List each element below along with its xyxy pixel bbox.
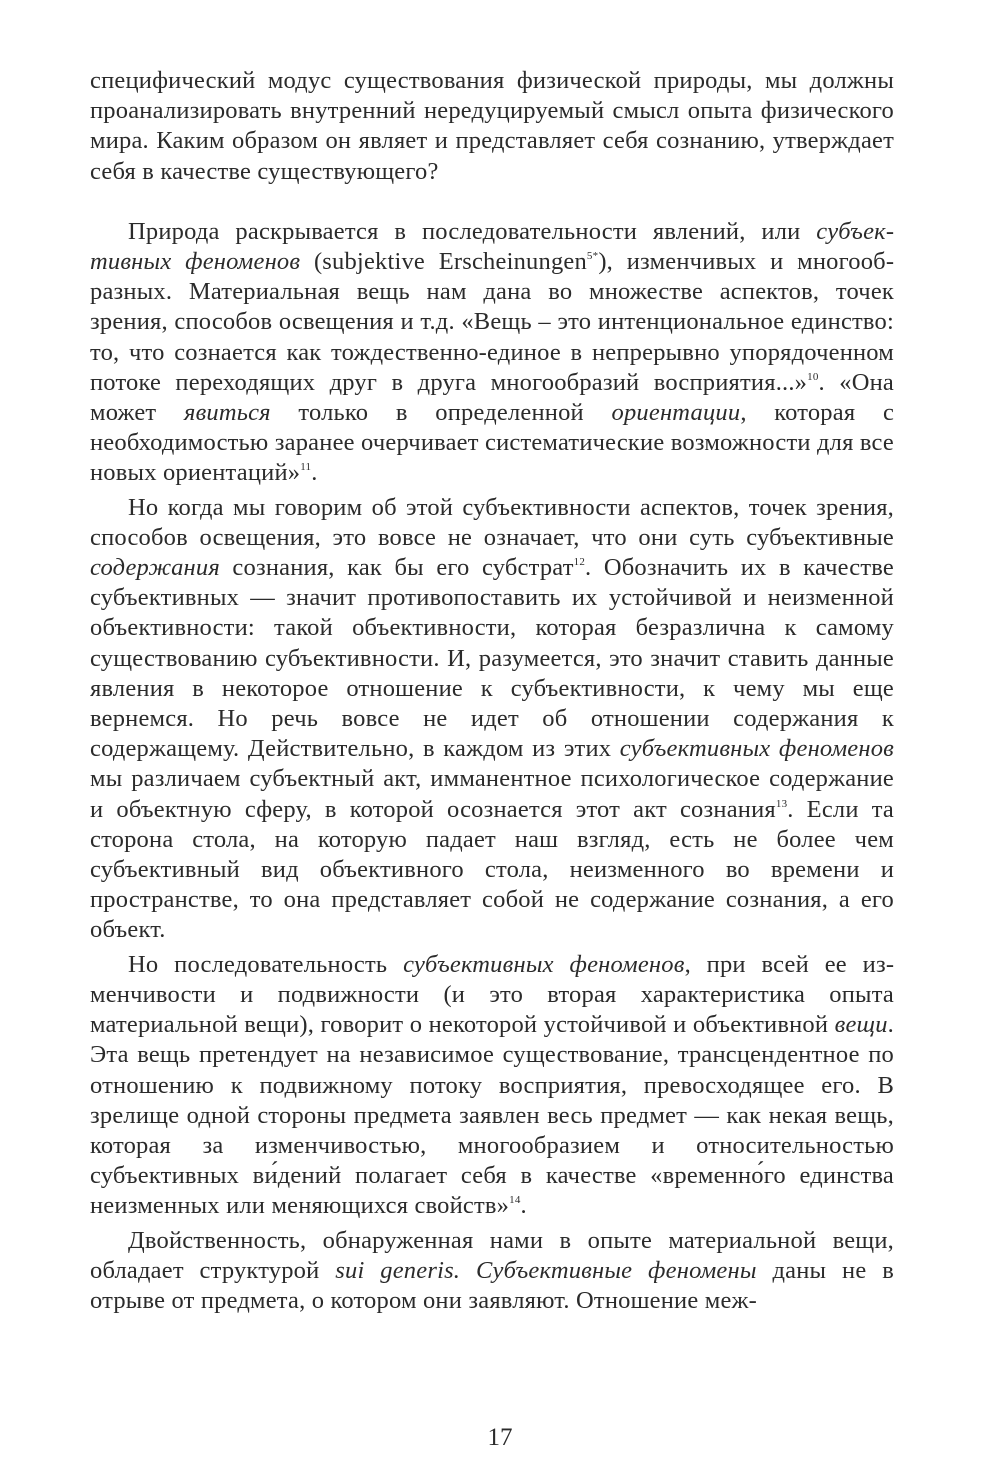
footnote-ref: 13	[775, 797, 788, 810]
text-span: , которая с необходимостью заранее очерчивает систематические возможности для все новых ориентаций»	[90, 399, 895, 487]
italic-span: субъективных феноменов	[619, 735, 894, 763]
footnote-ref: 12	[573, 556, 586, 569]
italic-span: субъективных феноменов	[403, 950, 685, 978]
text-span: , при всей ее изменчивости и подвижности (и это вторая характеристика опыта материальной вещи), говорит о некоторой устойчивой и объективной	[90, 950, 895, 1039]
italic-span: явиться	[183, 399, 271, 427]
text-span: ), изменчивых и многообразных. Материальная вещь нам дана во множестве аспектов, точек зрения, способов освещения и т.д. «Вещь – это интенциональное единство: то, что сознается как тождественно-единое в непрерывно упорядоченном потоке переходящих друг в друга многообразий восприятия...»	[90, 248, 894, 396]
text-span: сознания, как бы его субстрат	[219, 554, 574, 582]
italic-span: содержания	[90, 554, 220, 582]
paragraph-continuation	[90, 66, 894, 187]
footnote-ref: 11	[300, 461, 312, 474]
italic-span: субъективных феноменов	[90, 217, 894, 276]
text-span: . Эта вещь претендует на независимое существование, трансцендентное по отношению к подвижному потоку восприятия, превосходящее его. В зрелище одной стороны предмета заявлен весь предмет — как некая вещь, которая за изменчивостью, многообразием и относительностью субъективных ви́дений полагает себя в качестве «временно́го единства неизменных или меняющихся свойств»	[90, 1011, 894, 1220]
footnote-ref: 14	[509, 1194, 521, 1207]
text-span: Природа раскрывается в последовательности явлений, или	[128, 217, 817, 245]
page-number: 17	[487, 1424, 513, 1451]
text-span: . Обозначить их в качестве субъективных — значит противопоставить их устойчивой и неизменной объективности: такой объективности, которая безразлична к самому существованию субъективности. И, разумеется, это значит ставить данные явления в некоторое отношение к субъективности, к чему мы еще вернемся. Но речь вовсе не идет об отношении содержания к содержащему. Действительно, в каждом из этих	[90, 554, 894, 763]
text-span: Но когда мы говорим об этой субъективности аспектов, точек зрения, способов освещения, это вовсе не означает, что они суть субъективные	[90, 493, 894, 551]
text-span: Но последовательность	[128, 950, 404, 978]
footnote-ref: 10	[807, 370, 819, 383]
text-span: специфический модус существования физической природы, мы должны проанализировать внутренний нередуцируемый смысл опыта физического мира. Каким образом он являет и представляет себя сознанию, утверждает себя в качестве существующего?	[90, 67, 894, 185]
text-span: .	[311, 459, 318, 487]
paragraph-nature-phenomena	[90, 217, 894, 489]
text-span: . Если та сторона стола, на которую падает наш взгляд, есть не более чем субъективный вид объективного стола, неизменного во времени и пространстве, то она представляет собой не содержание сознания, а его объект.	[90, 795, 894, 944]
italic-span: вещи	[834, 1011, 888, 1039]
italic-span: ориентации	[611, 399, 741, 427]
text-span: .	[520, 1192, 527, 1220]
text-span: (subjektive Erscheinungen	[300, 248, 587, 276]
body-text	[90, 66, 894, 1316]
paragraph-sequence-of-phenomena	[90, 950, 894, 1222]
text-span: только в определенной	[270, 399, 612, 427]
text-span: даны не в отрыве от предмета, о котором они заявляют. Отношение меж-	[90, 1256, 894, 1314]
paragraph-subjectivity-of-aspects	[90, 493, 894, 946]
text-span: мы различаем субъектный акт, имманентное психологическое содержание и объектную сферу, в которой осознается этот акт сознания	[90, 765, 894, 823]
italic-span: sui generis. Субъективные феномены	[335, 1256, 757, 1284]
text-span: Двойственность, обнаруженная нами в опыте материальной вещи, обладает структурой	[90, 1226, 894, 1284]
text-span: . «Она может	[90, 368, 894, 427]
footnote-ref: 5*	[586, 250, 599, 263]
paragraph-duality	[90, 1226, 894, 1317]
